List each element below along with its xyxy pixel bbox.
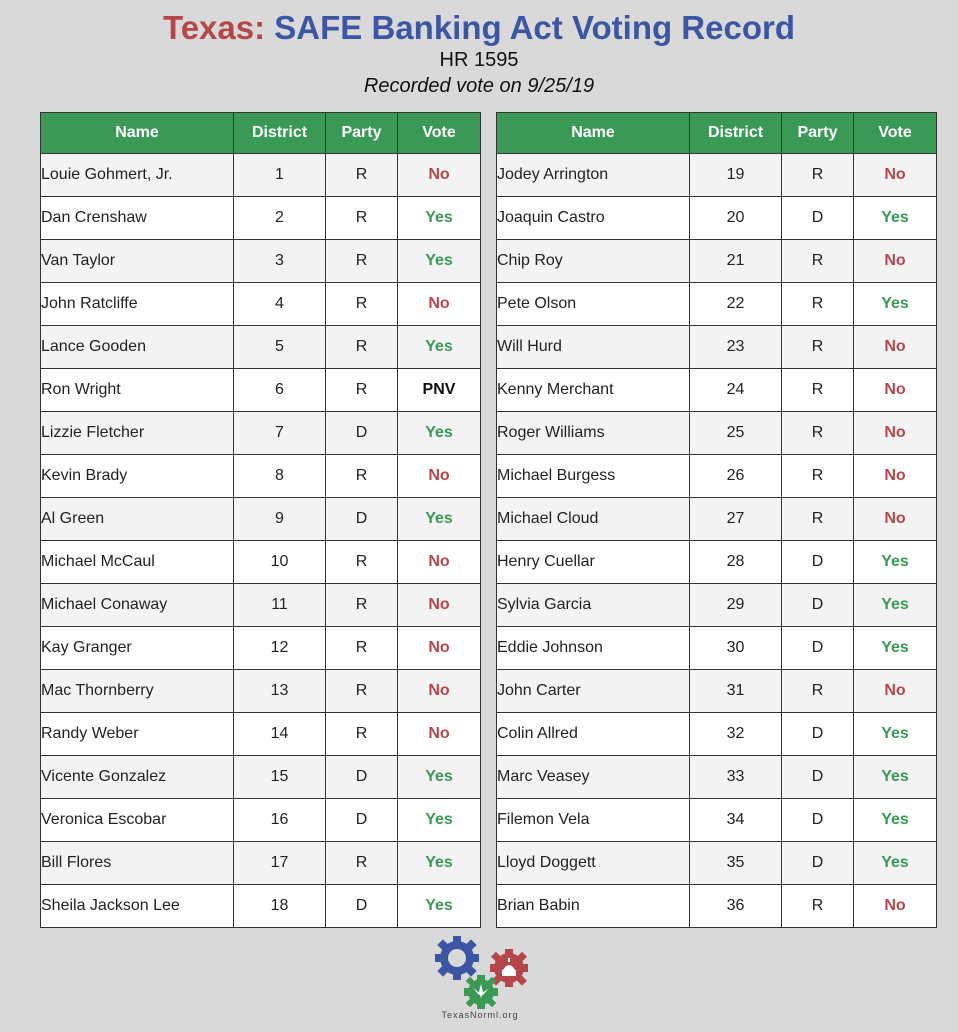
rep-name-cell: Louie Gohmert, Jr. xyxy=(41,154,234,197)
logo-text: TexasNorml.org xyxy=(441,1010,519,1020)
district-cell: 2 xyxy=(234,197,326,240)
rep-name-cell: Lizzie Fletcher xyxy=(41,412,234,455)
party-cell: R xyxy=(782,885,854,928)
rep-name-cell: Michael Conaway xyxy=(41,584,234,627)
party-cell: D xyxy=(782,713,854,756)
table-row xyxy=(41,541,481,584)
vote-cell: Yes xyxy=(398,842,481,885)
party-cell: R xyxy=(782,369,854,412)
party-cell: R xyxy=(782,412,854,455)
table-row xyxy=(497,799,937,842)
district-cell: 14 xyxy=(234,713,326,756)
rep-name-cell: Eddie Johnson xyxy=(497,627,690,670)
vote-cell: Yes xyxy=(398,498,481,541)
column-header-district: District xyxy=(690,113,782,154)
party-cell: D xyxy=(782,584,854,627)
district-cell: 24 xyxy=(690,369,782,412)
table-row xyxy=(497,455,937,498)
table-row xyxy=(497,756,937,799)
vote-cell: Yes xyxy=(854,799,937,842)
rep-name-cell: Joaquin Castro xyxy=(497,197,690,240)
vote-cell: No xyxy=(854,154,937,197)
rep-name-cell: Bill Flores xyxy=(41,842,234,885)
rep-name-cell: Brian Babin xyxy=(497,885,690,928)
district-cell: 18 xyxy=(234,885,326,928)
party-cell: D xyxy=(782,799,854,842)
district-cell: 34 xyxy=(690,799,782,842)
district-cell: 10 xyxy=(234,541,326,584)
rep-name-cell: Filemon Vela xyxy=(497,799,690,842)
vote-cell: Yes xyxy=(398,885,481,928)
table-row xyxy=(497,369,937,412)
district-cell: 32 xyxy=(690,713,782,756)
rep-name-cell: Pete Olson xyxy=(497,283,690,326)
vote-cell: No xyxy=(854,498,937,541)
party-cell: R xyxy=(782,283,854,326)
vote-cell: No xyxy=(398,283,481,326)
vote-cell: No xyxy=(398,584,481,627)
vote-cell: Yes xyxy=(398,412,481,455)
vote-cell: Yes xyxy=(854,627,937,670)
table-row xyxy=(497,240,937,283)
party-cell: D xyxy=(782,627,854,670)
rep-name-cell: Kenny Merchant xyxy=(497,369,690,412)
rep-name-cell: Will Hurd xyxy=(497,326,690,369)
party-cell: D xyxy=(326,885,398,928)
party-cell: R xyxy=(326,326,398,369)
vote-cell: No xyxy=(398,541,481,584)
rep-name-cell: Sylvia Garcia xyxy=(497,584,690,627)
vote-cell: No xyxy=(854,885,937,928)
rep-name-cell: Michael Burgess xyxy=(497,455,690,498)
vote-cell: Yes xyxy=(854,283,937,326)
vote-cell: No xyxy=(854,670,937,713)
district-cell: 15 xyxy=(234,756,326,799)
party-cell: R xyxy=(782,240,854,283)
vote-cell: Yes xyxy=(854,756,937,799)
vote-cell: No xyxy=(398,713,481,756)
vote-cell: No xyxy=(854,412,937,455)
district-cell: 7 xyxy=(234,412,326,455)
district-cell: 27 xyxy=(690,498,782,541)
party-cell: R xyxy=(782,154,854,197)
rep-name-cell: Jodey Arrington xyxy=(497,154,690,197)
rep-name-cell: Mac Thornberry xyxy=(41,670,234,713)
party-cell: R xyxy=(326,541,398,584)
rep-name-cell: Kevin Brady xyxy=(41,455,234,498)
vote-cell: No xyxy=(854,369,937,412)
party-cell: R xyxy=(326,369,398,412)
party-cell: D xyxy=(326,412,398,455)
district-cell: 8 xyxy=(234,455,326,498)
column-header-vote: Vote xyxy=(854,113,937,154)
party-cell: D xyxy=(782,756,854,799)
table-row xyxy=(497,584,937,627)
vote-cell: No xyxy=(398,627,481,670)
vote-cell: PNV xyxy=(398,369,481,412)
district-cell: 17 xyxy=(234,842,326,885)
district-cell: 16 xyxy=(234,799,326,842)
table-body-left xyxy=(41,154,481,928)
vote-cell: Yes xyxy=(854,713,937,756)
party-cell: D xyxy=(782,842,854,885)
table-row xyxy=(41,670,481,713)
table-row xyxy=(497,670,937,713)
table-body-right xyxy=(497,154,937,928)
party-cell: R xyxy=(782,498,854,541)
table-row xyxy=(41,885,481,928)
table-row xyxy=(497,498,937,541)
vote-cell: No xyxy=(854,326,937,369)
column-header-name: Name xyxy=(497,113,690,154)
table-row xyxy=(497,627,937,670)
party-cell: D xyxy=(326,756,398,799)
rep-name-cell: Henry Cuellar xyxy=(497,541,690,584)
column-header-party: Party xyxy=(326,113,398,154)
district-cell: 3 xyxy=(234,240,326,283)
column-header-party: Party xyxy=(782,113,854,154)
bill-number: HR 1595 xyxy=(439,49,519,71)
vote-table-left xyxy=(40,112,481,928)
vote-cell: Yes xyxy=(398,197,481,240)
table-header-row xyxy=(41,113,481,154)
district-cell: 26 xyxy=(690,455,782,498)
column-header-vote: Vote xyxy=(398,113,481,154)
table-row xyxy=(497,283,937,326)
district-cell: 20 xyxy=(690,197,782,240)
district-cell: 33 xyxy=(690,756,782,799)
rep-name-cell: Colin Allred xyxy=(497,713,690,756)
district-cell: 5 xyxy=(234,326,326,369)
district-cell: 30 xyxy=(690,627,782,670)
rep-name-cell: Veronica Escobar xyxy=(41,799,234,842)
rep-name-cell: Chip Roy xyxy=(497,240,690,283)
district-cell: 12 xyxy=(234,627,326,670)
table-row xyxy=(41,455,481,498)
rep-name-cell: John Ratcliffe xyxy=(41,283,234,326)
table-row xyxy=(41,412,481,455)
rep-name-cell: Dan Crenshaw xyxy=(41,197,234,240)
party-cell: R xyxy=(326,842,398,885)
vote-cell: Yes xyxy=(398,799,481,842)
rep-name-cell: Michael Cloud xyxy=(497,498,690,541)
table-row xyxy=(41,240,481,283)
vote-table-right xyxy=(496,112,937,928)
vote-cell: Yes xyxy=(398,756,481,799)
table-row xyxy=(41,842,481,885)
district-cell: 28 xyxy=(690,541,782,584)
vote-cell: No xyxy=(854,455,937,498)
rep-name-cell: John Carter xyxy=(497,670,690,713)
district-cell: 9 xyxy=(234,498,326,541)
district-cell: 25 xyxy=(690,412,782,455)
district-cell: 4 xyxy=(234,283,326,326)
vote-cell: No xyxy=(398,455,481,498)
party-cell: R xyxy=(326,670,398,713)
rep-name-cell: Lloyd Doggett xyxy=(497,842,690,885)
rep-name-cell: Van Taylor xyxy=(41,240,234,283)
party-cell: R xyxy=(326,713,398,756)
party-cell: R xyxy=(326,197,398,240)
party-cell: D xyxy=(782,541,854,584)
district-cell: 29 xyxy=(690,584,782,627)
table-row xyxy=(497,197,937,240)
vote-cell: No xyxy=(398,670,481,713)
district-cell: 21 xyxy=(690,240,782,283)
table-row xyxy=(41,584,481,627)
rep-name-cell: Randy Weber xyxy=(41,713,234,756)
vote-cell: Yes xyxy=(398,240,481,283)
district-cell: 36 xyxy=(690,885,782,928)
vote-cell: Yes xyxy=(854,842,937,885)
title-state: Texas: xyxy=(163,9,266,46)
table-row xyxy=(41,756,481,799)
table-row xyxy=(497,842,937,885)
vote-cell: Yes xyxy=(854,541,937,584)
district-cell: 19 xyxy=(690,154,782,197)
party-cell: R xyxy=(782,670,854,713)
table-row xyxy=(497,412,937,455)
vote-cell: No xyxy=(398,154,481,197)
rep-name-cell: Lance Gooden xyxy=(41,326,234,369)
vote-cell: Yes xyxy=(854,584,937,627)
party-cell: R xyxy=(326,240,398,283)
page-title xyxy=(0,8,958,48)
table-row xyxy=(497,541,937,584)
district-cell: 6 xyxy=(234,369,326,412)
table-row xyxy=(41,283,481,326)
table-row xyxy=(497,885,937,928)
vote-date-subtitle: Recorded vote on 9/25/19 xyxy=(363,75,595,97)
rep-name-cell: Sheila Jackson Lee xyxy=(41,885,234,928)
rep-name-cell: Kay Granger xyxy=(41,627,234,670)
party-cell: D xyxy=(326,799,398,842)
vote-cell: No xyxy=(854,240,937,283)
party-cell: R xyxy=(326,584,398,627)
table-row xyxy=(41,369,481,412)
rep-name-cell: Al Green xyxy=(41,498,234,541)
table-row xyxy=(41,627,481,670)
district-cell: 23 xyxy=(690,326,782,369)
rep-name-cell: Marc Veasey xyxy=(497,756,690,799)
table-row xyxy=(41,498,481,541)
district-cell: 13 xyxy=(234,670,326,713)
party-cell: R xyxy=(326,455,398,498)
rep-name-cell: Roger Williams xyxy=(497,412,690,455)
rep-name-cell: Vicente Gonzalez xyxy=(41,756,234,799)
title-act: SAFE Banking Act Voting Record xyxy=(274,9,795,46)
table-header-row xyxy=(497,113,937,154)
vote-cell: Yes xyxy=(398,326,481,369)
party-cell: R xyxy=(782,455,854,498)
table-row xyxy=(497,326,937,369)
party-cell: R xyxy=(326,627,398,670)
table-row xyxy=(41,326,481,369)
table-row xyxy=(497,713,937,756)
table-row xyxy=(41,154,481,197)
table-row xyxy=(41,197,481,240)
vote-cell: Yes xyxy=(854,197,937,240)
table-row xyxy=(41,799,481,842)
district-cell: 35 xyxy=(690,842,782,885)
district-cell: 1 xyxy=(234,154,326,197)
texas-norml-logo xyxy=(425,932,535,1024)
party-cell: R xyxy=(782,326,854,369)
party-cell: R xyxy=(326,283,398,326)
party-cell: D xyxy=(782,197,854,240)
party-cell: D xyxy=(326,498,398,541)
table-row xyxy=(41,713,481,756)
district-cell: 22 xyxy=(690,283,782,326)
column-header-district: District xyxy=(234,113,326,154)
party-cell: R xyxy=(326,154,398,197)
column-header-name: Name xyxy=(41,113,234,154)
rep-name-cell: Ron Wright xyxy=(41,369,234,412)
district-cell: 11 xyxy=(234,584,326,627)
table-row xyxy=(497,154,937,197)
rep-name-cell: Michael McCaul xyxy=(41,541,234,584)
gears-logo-icon xyxy=(425,932,535,1012)
district-cell: 31 xyxy=(690,670,782,713)
